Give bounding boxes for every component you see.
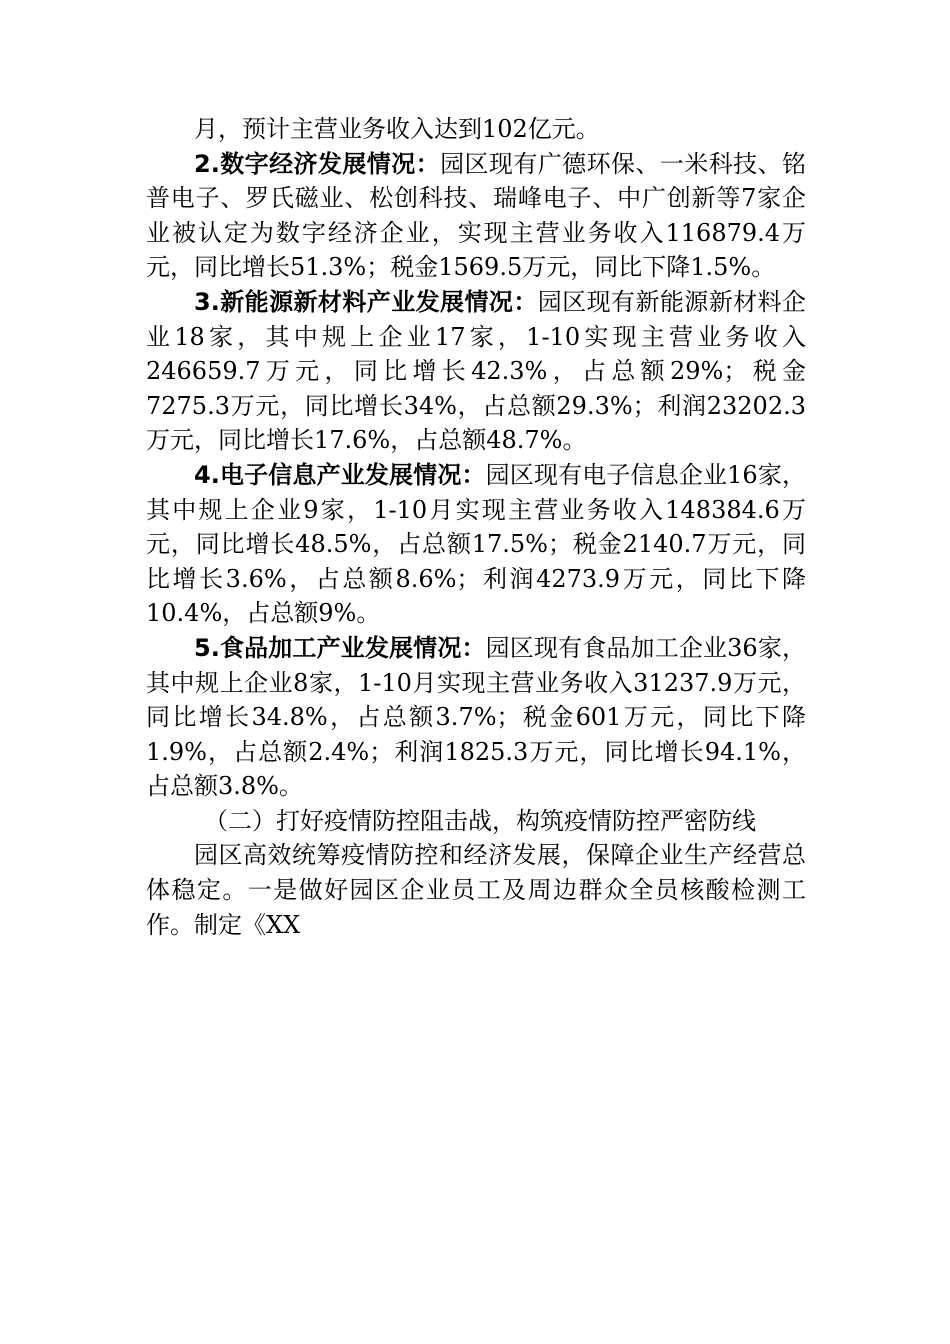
paragraph-electronics xyxy=(146,458,806,631)
paragraph-new-energy xyxy=(146,285,806,458)
paragraph-text: 月，预计主营业务收入达到102亿元。 xyxy=(194,115,600,143)
paragraph-text: 园区现有广德环保、一米科技、铭普电子、罗氏磁业、松创科技、瑞峰电子、中广创新等7家企业被认定为数字经济企业，实现主营业务收入116879.4万元，同比增长51.3%；税金1569.5万元，同比下降1.5%。 xyxy=(146,149,806,282)
document-page xyxy=(146,112,806,942)
paragraph-text: 园区现有食品加工企业36家，其中规上企业8家，1-10月实现主营业务收入31237.9万元，同比增长34.8%，占总额3.7%；税金601万元，同比下降1.9%，占总额2.4%；利润1825.3万元，同比增长94.1%，占总额3.8%。 xyxy=(146,633,806,801)
paragraph-food-processing xyxy=(146,631,806,804)
paragraph-digital-economy xyxy=(146,147,806,285)
paragraph-heading: 3.新能源新材料产业发展情况： xyxy=(194,287,538,316)
paragraph-text: 园区现有电子信息企业16家，其中规上企业9家，1-10月实现主营业务收入148384.6万元，同比增长48.5%，占总额17.5%；税金2140.7万元，同比增长3.6%，占总额8.6%；利润4273.9万元，同比下降10.4%，占总额9%。 xyxy=(146,460,806,628)
section-title: （二）打好疫情防控阻击战，构筑疫情防控严密防线 xyxy=(204,806,756,835)
paragraph-heading: 2.数字经济发展情况： xyxy=(194,149,441,178)
paragraph-heading: 4.电子信息产业发展情况： xyxy=(194,460,486,489)
paragraph-heading: 5.食品加工产业发展情况： xyxy=(194,633,486,662)
paragraph-continuation xyxy=(146,112,806,147)
paragraph-text: 园区现有新能源新材料企业18家，其中规上企业17家，1-10实现主营业务收入246659.7万元，同比增长42.3%，占总额29%；税金7275.3万元，同比增长34%，占总额29.3%；利润23202.3万元，同比增长17.6%，占总额48.7%。 xyxy=(146,287,806,455)
paragraph-closing: 园区高效统筹疫情防控和经济发展，保障企业生产经营总体稳定。一是做好园区企业员工及周边群众全员核酸检测工作。制定《XX xyxy=(146,841,806,939)
